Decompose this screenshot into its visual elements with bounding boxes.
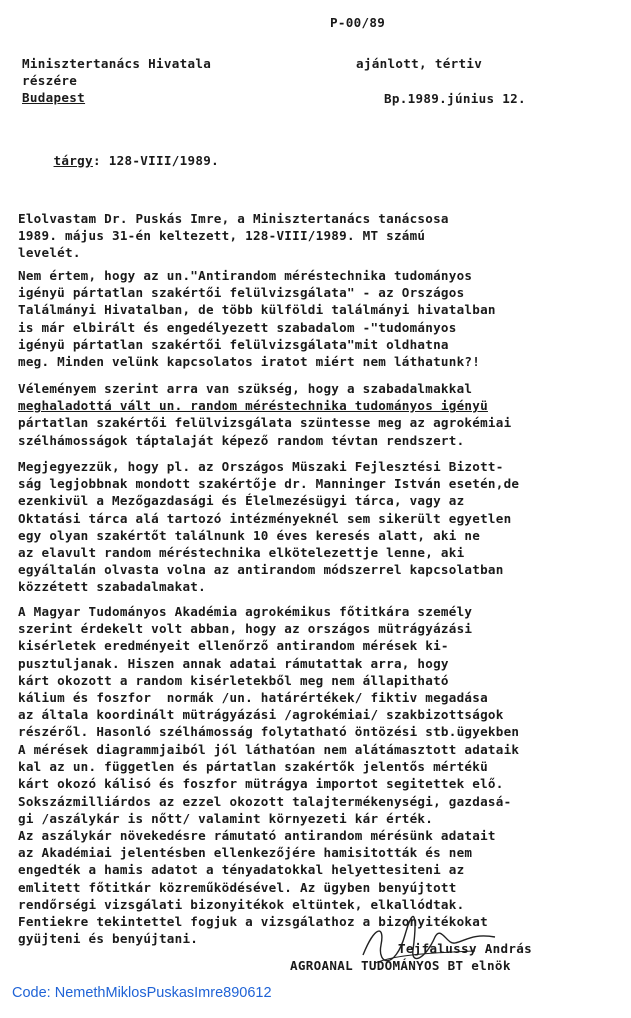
text-line: igényü pártatlan szakértői felülvizsgálata"mit oldhatna bbox=[18, 336, 449, 352]
text-line: kal az un. független és pártatlan szakértők jelentős mértékü bbox=[18, 759, 488, 775]
signer-title: AGROANAL TUDOMÁNYOS BT elnök bbox=[290, 958, 511, 973]
text-line: emlitett főtitkár közreműködésével. Az ügyben benyújtott bbox=[18, 879, 457, 895]
signer-name: Tejfalussy András bbox=[398, 941, 532, 956]
text-line: kisérletek eredményeit ellenőrző antirandom mérések ki- bbox=[18, 638, 449, 654]
recipient-city: Budapest bbox=[22, 90, 86, 105]
reference-number: P-00/89 bbox=[330, 15, 386, 30]
text-line: kárt okozó kálisó és foszfor mütrágya importot segitettek elő. bbox=[18, 776, 504, 792]
text-line: Sokszázmilliárdos az ezzel okozott talajtermékenységi, gazdasá- bbox=[18, 793, 512, 809]
subject-label: tárgy bbox=[53, 153, 93, 168]
text-line: gi /aszálykár is nőtt/ valamint környezeti kár érték. bbox=[18, 810, 434, 826]
text-line: Nem értem, hogy az un."Antirandom méréstechnika tudományos bbox=[18, 268, 473, 283]
text-line: Fentiekre tekintettel fogjuk a vizsgálathoz a bizonyitékokat bbox=[18, 913, 488, 929]
text-line: Elolvastam Dr. Puskás Imre, a Minisztertanács tanácsosa bbox=[18, 211, 449, 226]
paragraph-5 bbox=[18, 603, 618, 741]
text-line: az Akadémiai jelentésben ellenkezőjére hamisitották és nem bbox=[18, 845, 473, 861]
text-line: ság legjobbnak mondott szakértője dr. Manninger István esetén,de bbox=[18, 476, 520, 492]
text-line: A Magyar Tudományos Akadémia agrokémikus főtitkára személy bbox=[18, 604, 473, 619]
recipient-line-2: részére bbox=[22, 73, 78, 88]
recipient-line-1: Minisztertanács Hivatala bbox=[22, 56, 212, 71]
text-line: az elavult random méréstechnika elkötelezettje lenne, aki bbox=[18, 544, 465, 560]
text-line: meg. Minden velünk kapcsolatos iratot miért nem láthatunk?! bbox=[18, 353, 481, 369]
paragraph-2 bbox=[18, 267, 618, 370]
text-line: Találmányi Hivatalban, de több külföldi találmányi hivatalban bbox=[18, 302, 496, 318]
subject-line bbox=[22, 135, 219, 186]
paragraph-3 bbox=[18, 380, 618, 449]
delivery-method: ajánlott, tértiv bbox=[356, 56, 483, 71]
text-line: 1989. május 31-én keltezett, 128-VIII/1989. MT számú bbox=[18, 228, 426, 244]
text-line: közzétett szabadalmakat. bbox=[18, 579, 206, 595]
document-code: Code: NemethMiklosPuskasImre890612 bbox=[12, 985, 272, 1001]
text-line: szélhámosságok táptalaját képező random tévtan rendszert. bbox=[18, 432, 465, 448]
text-line: egy olyan szakértőt találnunk 10 éves keresés alatt, aki ne bbox=[18, 527, 481, 543]
paragraph-4 bbox=[18, 458, 618, 596]
text-line: Az aszálykár növekedésre rámutató antirandom mérésünk adatait bbox=[18, 827, 496, 843]
text-line: ezenkivül a Mezőgazdasági és Élelmezésügyi tárca, vagy az bbox=[18, 493, 465, 509]
text-line: pártatlan szakértői felülvizsgálata szüntesse meg az agrokémiai bbox=[18, 415, 512, 431]
text-line: részéről. Hasonló szélhámosság folytatható öntözési stb.ügyekben bbox=[18, 724, 520, 740]
paragraph-1 bbox=[18, 210, 618, 262]
text-line: levelét. bbox=[18, 245, 81, 261]
text-line: Véleményem szerint arra van szükség, hogy a szabadalmakkal bbox=[18, 381, 473, 396]
text-line: A mérések diagrammjaiból jól láthatóan nem alátámasztott adataik bbox=[18, 742, 520, 757]
text-line: Megjegyezzük, hogy pl. az Országos Müszaki Fejlesztési Bizott- bbox=[18, 459, 504, 474]
subject-value: : 128-VIII/1989. bbox=[92, 153, 220, 168]
text-line: kálium és foszfor normák /un. határértékek/ fiktiv megadása bbox=[18, 689, 488, 705]
text-line: is már elbirált és engedélyezett szabadalom -"tudományos bbox=[18, 319, 457, 335]
text-line: Oktatási tárca alá tartozó intézményeknél sem sikerült egyetlen bbox=[18, 510, 512, 526]
text-line: igényü pártatlan szakértői felülvizsgálata" - az Országos bbox=[18, 285, 465, 301]
text-line: egyáltalán olvasta volna az antirandom módszerrel kapcsolatban bbox=[18, 562, 504, 578]
letter-date: Bp.1989.június 12. bbox=[384, 91, 526, 106]
text-line: rendőrségi vizsgálati bizonyitékok eltüntek, elkallódtak. bbox=[18, 896, 465, 912]
text-line: engedték a hamis adatot a tényadatokkal helyettesiteni az bbox=[18, 862, 465, 878]
paragraph-6 bbox=[18, 741, 618, 947]
text-line: kárt okozott a random kisérletekből meg nem állapitható bbox=[18, 672, 449, 688]
text-line: gyüjteni és benyújtani. bbox=[18, 931, 199, 947]
text-line: szerint érdekelt volt abban, hogy az országos mütrágyázási bbox=[18, 621, 473, 637]
text-line: az általa koordinált mütrágyázási /agrokémiai/ szakbizottságok bbox=[18, 707, 504, 723]
text-line: pusztuljanak. Hiszen annak adatai rámutattak arra, hogy bbox=[18, 655, 449, 671]
text-line: meghaladottá vált un. random méréstechnika tudományos igényü bbox=[18, 398, 488, 414]
